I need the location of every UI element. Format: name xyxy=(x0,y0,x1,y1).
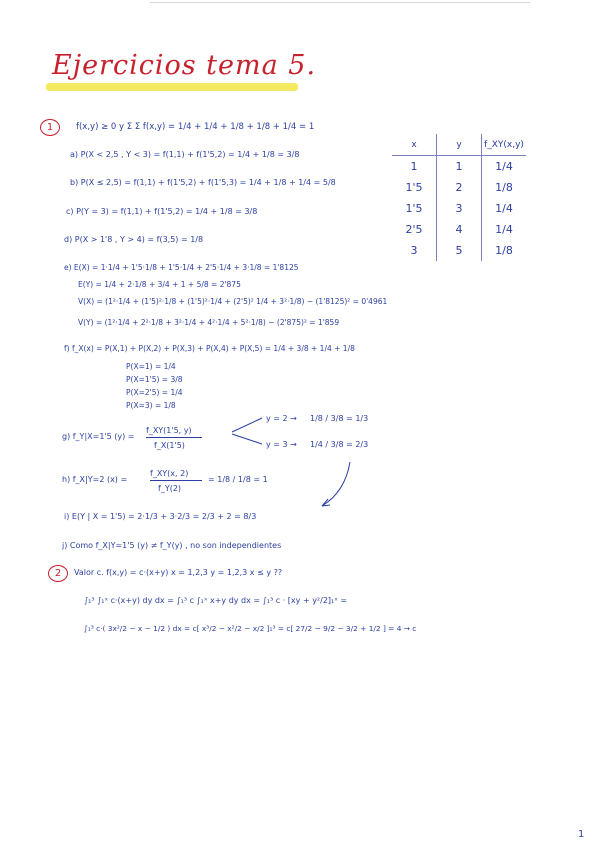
ex1-e-line2: E(Y) = 1/4 + 2·1/8 + 3/4 + 1 + 5/8 = 2'875 xyxy=(78,280,241,289)
ex2-line2: ∫₁³ ∫₁ˣ c·(x+y) dy dx = ∫₁³ c ∫₁ˣ x+y dy dx = ∫₁³ c · [xy + y²/2]₁ˣ = xyxy=(84,596,348,605)
ex1-e-line4: V(Y) = (1²·1/4 + 2²·1/8 + 3²·1/4 + 4²·1/4 + 5²·1/8) − (2'875)² = 1'859 xyxy=(78,318,340,327)
ex1-h-lhs: h) f_X|Y=2 (x) = xyxy=(62,475,128,484)
ex2-line3: ∫₁³ c·( 3x²/2 − x − 1/2 ) dx = c[ x³/2 − x²/2 − x/2 ]₁³ = c[ 27/2 − 9/2 − 3/2 + 1/2 ] = 4 → c xyxy=(84,624,417,633)
table-cell: 1/4 xyxy=(495,160,513,173)
page-number: 1 xyxy=(578,829,585,840)
exercise-2-number: 2 xyxy=(48,565,68,582)
ex1-a: a) P(X < 2,5 , Y < 3) = f(1,1) + f(1'5,2) = 1/4 + 1/8 = 3/8 xyxy=(70,150,300,159)
page-title: Ejercicios tema 5. xyxy=(52,50,317,81)
ex1-e-line3: V(X) = (1²·1/4 + (1'5)²·1/8 + (1'5)²·1/4 + (2'5)² 1/4 + 3²·1/8) − (1'8125)² = 0'4961 xyxy=(78,297,388,306)
ex1-f-line4: P(X=2'5) = 1/4 xyxy=(126,388,183,397)
table-cell: 1/8 xyxy=(495,244,513,257)
ex1-j: j) Como f_X|Y=1'5 (y) ≠ f_Y(y) , no son independientes xyxy=(62,541,282,550)
ex1-g-lhs: g) f_Y|X=1'5 (y) = xyxy=(62,432,135,441)
table-header-y: y xyxy=(437,134,482,156)
ex1-f-line5: P(X=3) = 1/8 xyxy=(126,401,176,410)
table-cell: 4 xyxy=(437,219,482,240)
ex1-f-line2: P(X=1) = 1/4 xyxy=(126,362,176,371)
table-header-x: x xyxy=(392,134,437,156)
ex2-line1: Valor c. f(x,y) = c·(x+y) x = 1,2,3 y = 1,2,3 x ≤ y ?? xyxy=(74,568,283,577)
ex1-intro: f(x,y) ≥ 0 y Σ Σ f(x,y) = 1/4 + 1/4 + 1/8 + 1/8 + 1/4 = 1 xyxy=(76,122,315,132)
ex1-g-case1-value: 1/8 / 3/8 = 1/3 xyxy=(310,414,369,423)
table-cell: 1 xyxy=(437,156,482,178)
ex1-b: b) P(X ≤ 2,5) = f(1,1) + f(1'5,2) + f(1'5,3) = 1/4 + 1/8 + 1/4 = 5/8 xyxy=(70,178,336,187)
arrow-to-case1 xyxy=(232,418,262,432)
exercise-1-number: 1 xyxy=(40,119,60,136)
ex1-d: d) P(X > 1'8 , Y > 4) = f(3,5) = 1/8 xyxy=(64,235,204,244)
table-cell: 2 xyxy=(437,177,482,198)
table-cell: 3 xyxy=(392,240,437,261)
arrow-head xyxy=(322,499,330,506)
ex1-g-case1: y = 2 → xyxy=(266,414,297,423)
table-cell: 1 xyxy=(392,156,437,178)
arrow-to-h xyxy=(322,462,350,506)
table-cell: 1/4 xyxy=(495,202,513,215)
ex1-f-line3: P(X=1'5) = 3/8 xyxy=(126,375,183,384)
ex1-h-num: f_XY(x, 2) xyxy=(150,469,189,478)
ex1-c: c) P(Y = 3) = f(1,1) + f(1'5,2) = 1/4 + 1/8 = 3/8 xyxy=(66,207,258,216)
ex1-h-den: f_Y(2) xyxy=(158,484,182,493)
ex1-g-den: f_X(1'5) xyxy=(154,441,185,450)
arrow-to-case2 xyxy=(232,434,262,444)
ex1-i: i) E(Y | X = 1'5) = 2·1/3 + 3·2/3 = 2/3 + 2 = 8/3 xyxy=(64,512,257,521)
table-cell: 3 xyxy=(437,198,482,219)
table-cell: 1/8 xyxy=(495,181,513,194)
table-cell: 1'5 xyxy=(392,198,437,219)
ex1-e-line1: e) E(X) = 1·1/4 + 1'5·1/8 + 1'5·1/4 + 2'5·1/4 + 3·1/8 = 1'8125 xyxy=(64,263,299,272)
ex1-g-case2-value: 1/4 / 3/8 = 2/3 xyxy=(310,440,369,449)
table-header-fxy: f_XY(x,y) xyxy=(482,134,527,156)
table-cell: 1/4 xyxy=(495,223,513,236)
ex1-g-num: f_XY(1'5, y) xyxy=(146,426,192,435)
ex1-g-case2: y = 3 → xyxy=(266,440,297,449)
ex1-h-value: = 1/8 / 1/8 = 1 xyxy=(208,475,268,484)
ex1-f-line1: f) f_X(x) = P(X,1) + P(X,2) + P(X,3) + P(X,4) + P(X,5) = 1/4 + 3/8 + 1/4 + 1/8 xyxy=(64,344,355,353)
table-cell: 2'5 xyxy=(392,219,437,240)
table-cell: 5 xyxy=(437,240,482,261)
table-cell: 1'5 xyxy=(392,177,437,198)
